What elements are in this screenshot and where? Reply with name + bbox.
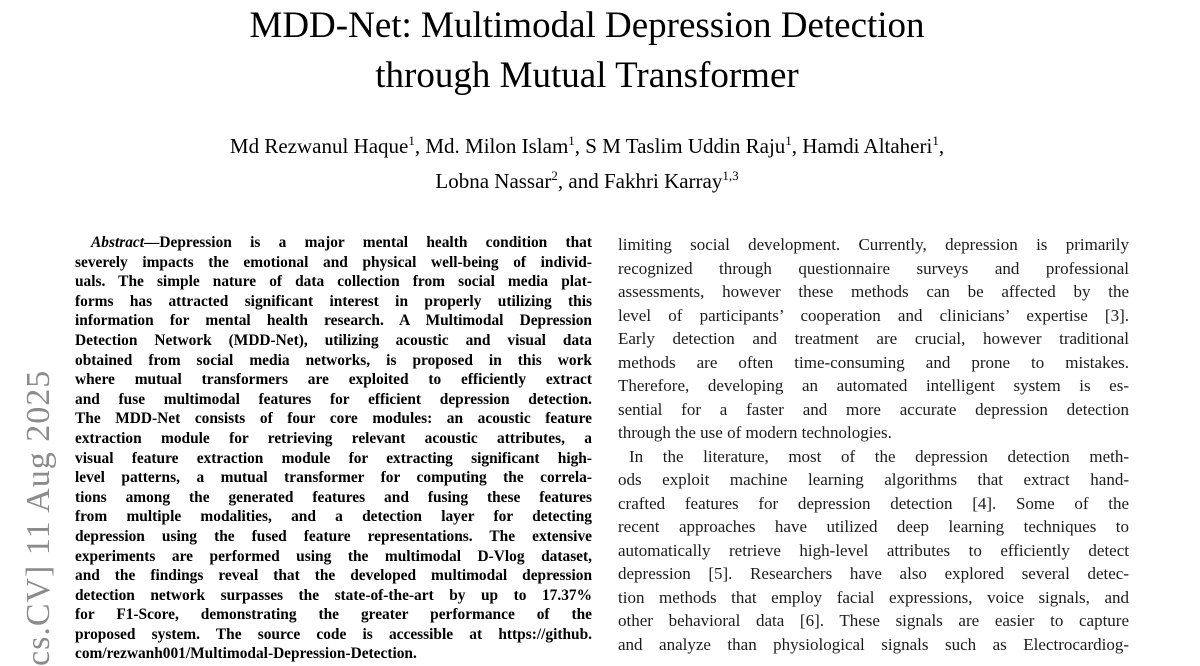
intro-line: methods are often time-consuming and prone to mistakes.	[618, 352, 1129, 372]
abstract-line: com/rezwanh001/Multimodal-Depression-Detection.	[75, 645, 417, 663]
author-name-part: , Md. Milon Islam	[414, 134, 569, 158]
abstract-line: experiments are performed using the multimodal D-Vlog dataset,	[75, 547, 592, 565]
abstract-line: severely impacts the emotional and physical well-being of individ-	[75, 253, 592, 271]
author-name-part: Lobna Nassar	[435, 169, 552, 193]
intro-line: Therefore, developing an automated intelligent system is es-	[618, 376, 1129, 395]
intro-line: automatically retrieve high-level attributes to efficiently detect	[618, 540, 1129, 560]
intro-line: through the use of modern technologies.	[618, 423, 892, 442]
two-column-body	[75, 233, 1129, 664]
abstract-line: proposed system. The source code is accessible at https://github.	[75, 625, 592, 643]
abstract-body	[75, 253, 592, 664]
abstract-line: and fuse multimodal features for efficient depression detection.	[75, 390, 592, 408]
intro-line: tion methods that employ facial expressions, voice signals, and	[618, 587, 1129, 607]
author-name-part: 1	[932, 133, 939, 148]
abstract-line: The MDD-Net consists of four core modules: an acoustic feature	[75, 410, 592, 428]
author-name-part: , and Fakhri Karray	[557, 169, 723, 193]
abstract-line: and the findings reveal that the developed multimodal depression	[75, 567, 592, 585]
paper-title	[0, 1, 1174, 101]
abstract-line: depression using the fused feature representations. The extensive	[75, 527, 592, 545]
author-name-part: , S M Taslim Uddin Raju	[574, 134, 786, 158]
author-name-part: 1,3	[722, 168, 739, 183]
abstract-line: where mutual transformers are exploited to efficiently extract	[75, 371, 592, 389]
abstract-dash: —	[144, 234, 160, 251]
abstract-line: obtained from social media networks, is proposed in this work	[75, 351, 592, 369]
author-name-part: ,	[938, 134, 945, 158]
intro-line: recognized through questionnaire surveys and professional	[618, 258, 1129, 278]
author-name-part: 1	[408, 133, 415, 148]
abstract-line: from multiple modalities, and a detection layer for detecting	[75, 508, 592, 526]
abstract-line: visual feature extraction module for extracting significant high-	[75, 449, 592, 467]
intro-paragraph-2	[618, 445, 1129, 657]
intro-line: sential for a faster and more accurate depression detection	[618, 399, 1129, 419]
author-name-part: 1	[568, 133, 575, 148]
intro-paragraph-1	[618, 233, 1129, 445]
abstract-line: detection network surpasses the state-of-the-art by up to 17.37%	[75, 586, 592, 604]
abstract-first-line	[75, 233, 592, 253]
intro-line: crafted features for depression detection [4]. Some of the	[618, 493, 1129, 513]
intro-line: other behavioral data [6]. These signals are easier to capture	[618, 611, 1129, 630]
intro-line: depression [5]. Researchers have also explored several detec-	[618, 564, 1129, 583]
intro-column	[618, 233, 1129, 664]
abstract-column	[75, 233, 592, 664]
intro-line: Early detection and treatment are crucial, however traditional	[618, 329, 1129, 348]
abstract-line: level patterns, a mutual transformer for computing the correla-	[75, 469, 592, 487]
abstract-line: uals. The simple nature of data collection from social media plat-	[75, 273, 592, 291]
abstract-line: information for mental health research. A Multimodal Depression	[75, 312, 592, 330]
abstract-line: for F1-Score, demonstrating the greater performance of the	[75, 606, 592, 624]
paper-title-line-2: through Mutual Transformer	[375, 55, 799, 96]
abstract-line: Detection Network (MDD-Net), utilizing acoustic and visual data	[75, 331, 592, 349]
abstract-line: tions among the generated features and fusing these features	[75, 488, 592, 506]
intro-line: ods exploit machine learning algorithms that extract hand-	[618, 470, 1129, 489]
authors-line-2	[0, 161, 1174, 196]
intro-line: level of participants’ cooperation and clinicians’ expertise [3].	[618, 305, 1129, 325]
arxiv-watermark: cs.CV] 11 Aug 2025	[20, 369, 57, 666]
abstract-line: extraction module for retrieving relevant acoustic attributes, a	[75, 429, 592, 447]
author-name-part: Md Rezwanul Haque	[229, 134, 409, 158]
intro-line: and analyze than physiological signals such as Electrocardiog-	[618, 634, 1129, 654]
authors-line-1	[0, 126, 1174, 161]
paper-title-line-1: MDD-Net: Multimodal Depression Detection	[249, 5, 925, 46]
intro-line: In the literature, most of the depression detection meth-	[629, 446, 1129, 466]
abstract-line: forms has attracted significant interest in properly utilizing this	[75, 292, 592, 310]
author-name-part: 2	[551, 168, 558, 183]
intro-line: recent approaches have utilized deep learning techniques to	[618, 517, 1129, 536]
author-name-part: 1	[785, 133, 792, 148]
abstract-label: Abstract	[91, 234, 145, 251]
intro-line: limiting social development. Currently, depression is primarily	[618, 235, 1129, 254]
author-name-part: , Hamdi Altaheri	[791, 134, 933, 158]
intro-line: assessments, however these methods can be affected by the	[618, 282, 1129, 301]
author-list	[0, 126, 1174, 196]
abstract-first-line-text: Depression is a major mental health condition that	[159, 234, 592, 251]
